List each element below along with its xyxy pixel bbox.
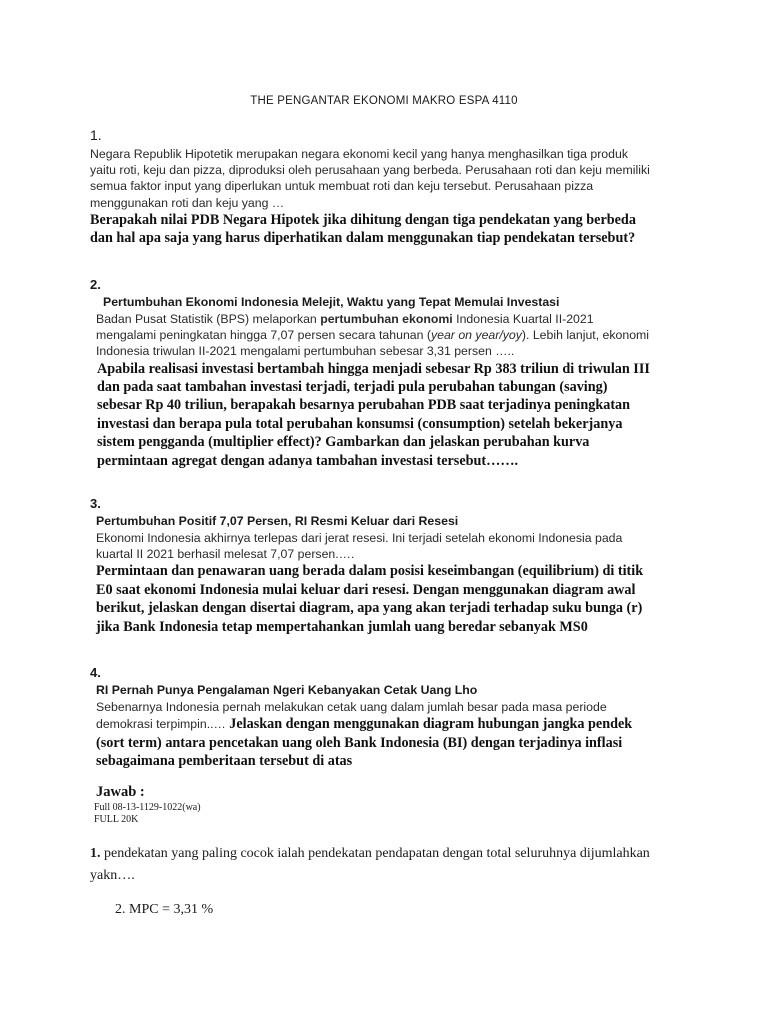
question-2-body: Badan Pusat Statistik (BPS) melaporkan pertumbuhan ekonomi Indonesia Kuartal II-2021 mengalami peningkatan hingga 7,07 persen secara tahunan (year on year/yoy). Lebih lanjut, ekonomi Indonesia triwulan II-2021 mengalami pertumbuhan sebesar 3,31 persen ….. <box>96 312 650 359</box>
question-4-headline: RI Pernah Punya Pengalaman Ngeri Kebanyakan Cetak Uang Lho <box>96 683 478 697</box>
question-3-prompt: Permintaan dan penawaran uang berada dalam posisi keseimbangan (equilibrium) di titik E0 saat ekonomi Indonesia mulai keluar dari resesi. Dengan menggunakan diagram awal berikut, jelaskan dengan disertai diagram, apa yang akan terjadi terhadap suku bunga (r) jika Bank Indonesia tetap mempertahankan jumlah uang beredar sebanyak MS0 <box>96 563 644 635</box>
question-4-prompt: Jelaskan dengan menggunakan diagram hubungan jangka pendek (sort term) antara pencetakan uang oleh Bank Indonesia (BI) dengan terjadinya inflasi sebagaimana pemberitaan tersebut di atas <box>96 716 633 770</box>
answer-1-text: pendekatan yang paling cocok ialah pendekatan pendapatan dengan total seluruhnya dijumlahkan yakn…. <box>90 846 650 883</box>
jawab-label: Jawab : <box>96 784 145 800</box>
question-4-number: 4. <box>90 665 101 680</box>
question-4-body: Sebenarnya Indonesia pernah melakukan cetak uang dalam jumlah besar pada masa periode demokrasi terpimpin..… Jelaskan dengan menggunakan diagram hubungan jangka pendek (sort term) antara pencetakan uang oleh Bank Indonesia (BI) dengan terjadinya inflasi sebagaimana pemberitaan tersebut di atas <box>96 700 633 770</box>
question-2-number: 2. <box>90 277 101 292</box>
answer-1 <box>90 843 660 887</box>
question-4 <box>90 664 650 770</box>
question-2-headline: Pertumbuhan Ekonomi Indonesia Melejit, Waktu yang Tepat Memulai Investasi <box>103 295 560 309</box>
jawab-contact-line: Full 08-13-1129-1022(wa) <box>94 802 201 814</box>
answer-section-header <box>90 783 650 826</box>
question-1-prompt: Berapakah nilai PDB Negara Hipotek jika dihitung dengan tiga pendekatan yang berbeda dan hal apa saja yang harus diperhatikan dalam menggunakan tiap pendekatan tersebut? <box>90 211 636 247</box>
question-2-prompt: Apabila realisasi investasi bertambah hingga menjadi sebesar Rp 383 triliun di triwulan III dan pada saat tambahan investasi terjadi, terjadi pula perubahan tabungan (saving) sebesar Rp 40 triliun, berapakah besarnya perubahan PDB saat terjadinya peningkatan investasi dan berapa pula total perubahan konsumsi (consumption) setelah bekerjanya sistem pengganda (multiplier effect)? Gambarkan dan jelaskan perubahan kurva permintaan agregat dengan adanya tambahan investasi tersebut……. <box>97 360 650 469</box>
document-title: THE PENGANTAR EKONOMI MAKRO ESPA 4110 <box>250 95 518 107</box>
question-3 <box>90 495 650 636</box>
answer-2: 2. MPC = 3,31 % <box>115 902 214 917</box>
jawab-price-line: FULL 20K <box>94 814 139 826</box>
question-1-body: Negara Republik Hipotetik merupakan negara ekonomi kecil yang hanya menghasilkan tiga produk yaitu roti, keju dan pizza, diproduksi oleh perusahaan yang berbeda. Perusahaan roti dan keju memiliki semua faktor input yang diperlukan untuk membuat roti dan keju tersebut. Perusahaan pizza menggunakan roti dan keju yang … <box>90 147 650 210</box>
question-3-headline: Pertumbuhan Positif 7,07 Persen, RI Resmi Keluar dari Resesi <box>96 514 459 528</box>
question-3-number: 3. <box>90 496 101 511</box>
question-1 <box>90 126 650 248</box>
question-3-body: Ekonomi Indonesia akhirnya terlepas dari jerat resesi. Ini terjadi setelah ekonomi Indonesia pada kuartal II 2021 berhasil melesat 7,07 persen.…. <box>96 531 623 562</box>
answer-1-number: 1. <box>90 846 101 861</box>
question-1-number: 1. <box>90 127 102 143</box>
question-2 <box>90 276 650 470</box>
